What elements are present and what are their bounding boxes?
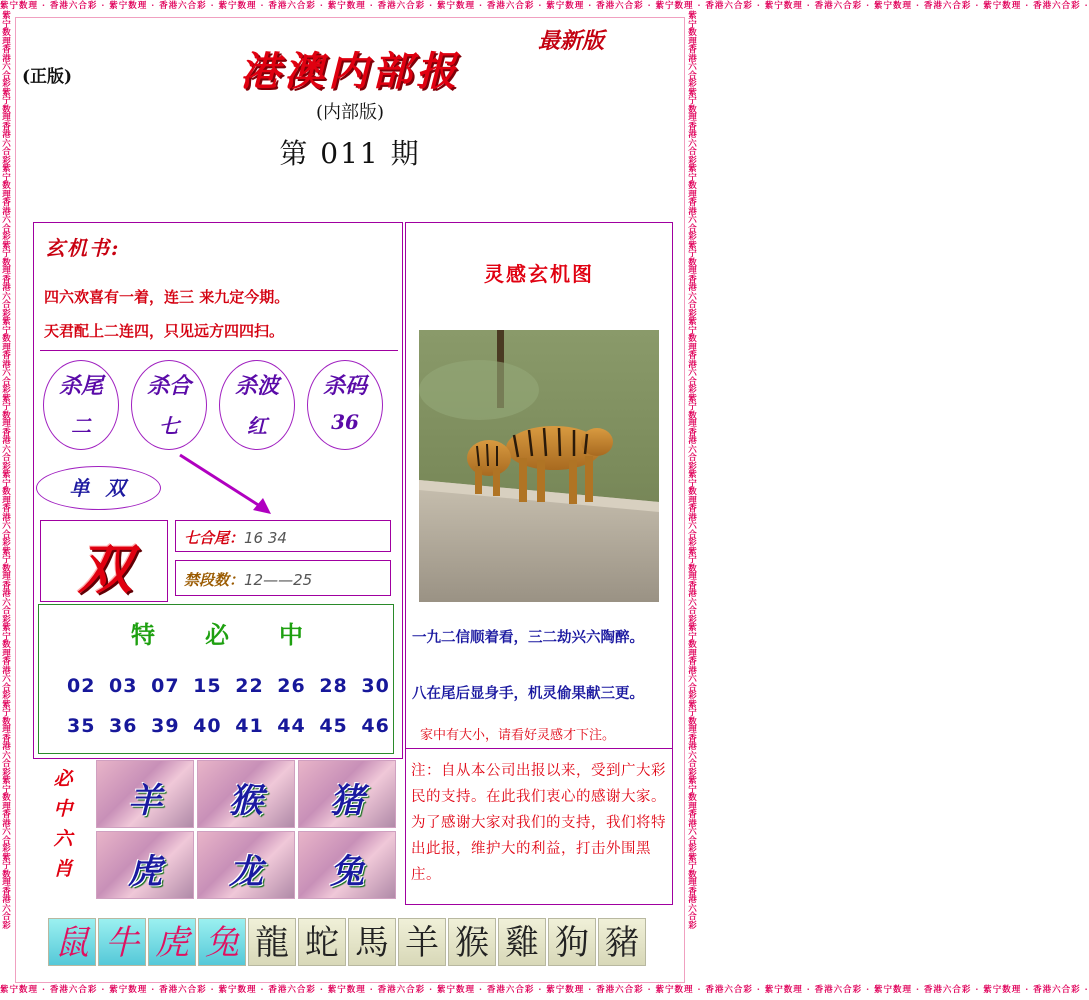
inspiration-line-1: 一九二信顺着看，三二劫兴六陶醉。: [412, 629, 644, 646]
banned-range-row: [184, 569, 312, 590]
zodiac-tile: [298, 760, 396, 828]
left-border-text: 紫宁数理香港六合彩紫宁数理香港六合彩紫宁数理香港六合彩紫宁数理香港六合彩紫宁数理香港六合彩紫宁数理香港六合彩紫宁数理香港六合彩紫宁数理香港六合彩紫宁数理香港六合彩紫宁数理香港六合彩紫宁数理香港六合彩紫宁数理香港六合彩: [2, 11, 12, 931]
pick-value: 二: [71, 414, 91, 438]
zodiac-tile-label: 羊: [128, 781, 162, 821]
odd-even-label: 单双: [36, 466, 161, 510]
pick-oval: [307, 360, 383, 450]
page-title: 港澳内部报: [240, 48, 460, 95]
banned-range-value: 12——25: [244, 571, 313, 589]
newest-edition-label: 最新版: [538, 28, 605, 54]
inspiration-line-3: 家中有大小，请看好灵感才下注。: [420, 728, 616, 743]
pick-label: 杀合: [146, 373, 191, 399]
edition-label: (正版): [22, 67, 73, 87]
six-zodiac-label: 必中六肖: [53, 768, 73, 880]
zodiac-cell: 兔: [198, 918, 246, 966]
pick-label: 杀波: [234, 373, 279, 399]
notice-text: 注：自从本公司出报以来，受到广大彩民的支持。在此我们衷心的感谢大家。为了感谢大家对我们的支持，我们将特出此报，维护大的利益，打击外围黑庄。: [411, 763, 666, 883]
pick-oval: [219, 360, 295, 450]
zodiac-tile-label: 虎: [128, 852, 162, 892]
zodiac-tile-label: 猪: [330, 781, 364, 821]
zodiac-cell: 雞: [498, 918, 546, 966]
inspiration-line-2: 八在尾后显身手，机灵偷果献三更。: [412, 685, 644, 702]
zodiac-cell: 鼠: [48, 918, 96, 966]
pick-value: 红: [247, 414, 267, 438]
six-zodiac-grid: [96, 760, 396, 900]
divider: [405, 748, 673, 749]
special-numbers-row-1: 02 03 07 15 22 26 28 30: [67, 675, 390, 697]
right-border-text: 紫宁数理香港六合彩紫宁数理香港六合彩紫宁数理香港六合彩紫宁数理香港六合彩紫宁数理香港六合彩紫宁数理香港六合彩紫宁数理香港六合彩紫宁数理香港六合彩紫宁数理香港六合彩紫宁数理香港六合彩紫宁数理香港六合彩紫宁数理香港六合彩: [688, 11, 698, 931]
inspiration-title: 灵感玄机图: [484, 262, 594, 286]
seven-tail-row: [184, 527, 287, 548]
zodiac-tile-label: 猴: [229, 781, 263, 821]
zodiac-tile: [298, 831, 396, 899]
page-subtitle: (内部版): [315, 102, 385, 123]
arrow-icon: [175, 450, 275, 520]
zodiac-tile: [96, 760, 194, 828]
zodiac-tile: [197, 831, 295, 899]
zodiac-row: [48, 918, 648, 966]
pick-value: 七: [159, 414, 179, 438]
zodiac-cell: 蛇: [298, 918, 346, 966]
pick-oval: [131, 360, 207, 450]
zodiac-cell: 豬: [598, 918, 646, 966]
pick-label: 杀码: [322, 373, 367, 399]
odd-even-result-box: [40, 520, 168, 602]
tiger-photo: [419, 330, 659, 602]
seven-tail-box: [175, 520, 391, 552]
pick-label: 杀尾: [58, 373, 103, 399]
zodiac-tile: [197, 760, 295, 828]
issue-number: 第 011 期: [279, 137, 421, 170]
banned-range-box: [175, 560, 391, 596]
top-border-text: 紫宁数理 · 香港六合彩 · 紫宁数理 · 香港六合彩 · 紫宁数理 · 香港六合彩 · 紫宁数理 · 香港六合彩 · 紫宁数理 · 香港六合彩 · 紫宁数理 · 香港六合彩 · 紫宁数理 · 香港六合彩 · 紫宁数理 · 香港六合彩 · 紫宁数理 · 香港六合彩 · 紫宁数理 · 香港六合彩 ·: [0, 1, 1089, 11]
zodiac-tile-label: 龙: [229, 852, 263, 892]
zodiac-cell: 羊: [398, 918, 446, 966]
special-numbers-row-2: 35 36 39 40 41 44 45 46: [67, 715, 390, 737]
special-numbers-title: 特必中: [131, 620, 353, 649]
zodiac-tile-label: 兔: [330, 852, 364, 892]
pick-oval: [43, 360, 119, 450]
riddle-line-1: 四六欢喜有一着，连三 来九定今期。: [44, 288, 290, 306]
pick-value: 36: [331, 410, 359, 434]
odd-even-result: 双: [78, 537, 132, 601]
banned-range-label: 禁段数：: [184, 571, 245, 589]
divider: [40, 350, 398, 351]
riddle-line-2: 天君配上二连四，只见远方四四扫。: [44, 322, 285, 340]
zodiac-cell: 狗: [548, 918, 596, 966]
seven-tail-label: 七合尾：: [184, 529, 245, 547]
zodiac-cell: 牛: [98, 918, 146, 966]
riddle-title: 玄机书:: [45, 236, 121, 260]
bottom-border-text: 紫宁数理 · 香港六合彩 · 紫宁数理 · 香港六合彩 · 紫宁数理 · 香港六合彩 · 紫宁数理 · 香港六合彩 · 紫宁数理 · 香港六合彩 · 紫宁数理 · 香港六合彩 · 紫宁数理 · 香港六合彩 · 紫宁数理 · 香港六合彩 · 紫宁数理 · 香港六合彩 · 紫宁数理 · 香港六合彩 ·: [0, 985, 1089, 995]
seven-tail-value: 16 34: [244, 529, 287, 547]
zodiac-tile: [96, 831, 194, 899]
zodiac-cell: 龍: [248, 918, 296, 966]
zodiac-cell: 猴: [448, 918, 496, 966]
special-numbers-box: [38, 604, 394, 754]
zodiac-cell: 馬: [348, 918, 396, 966]
zodiac-cell: 虎: [148, 918, 196, 966]
